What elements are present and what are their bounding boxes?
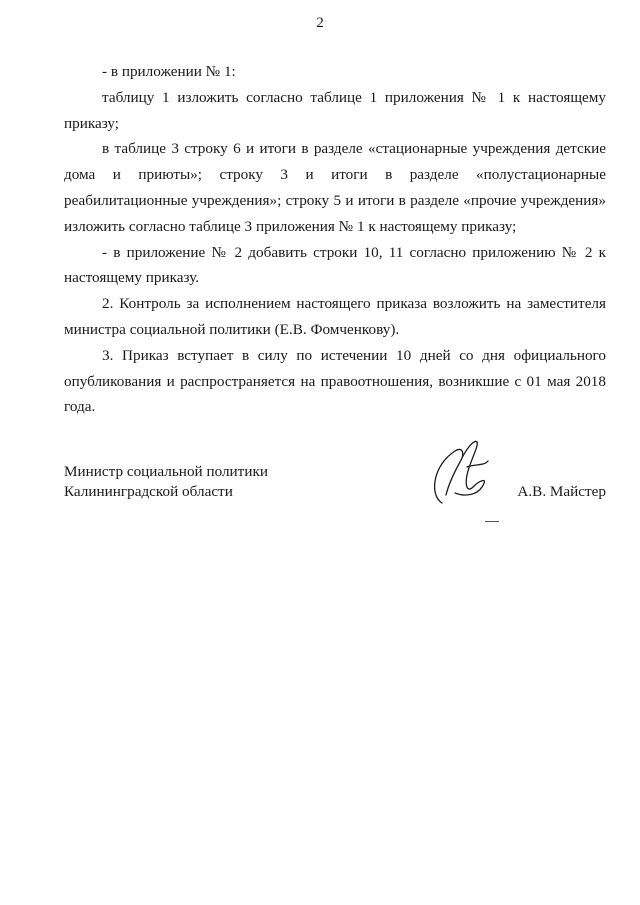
paragraph-control: 2. Контроль за исполнением настоящего приказа возложить на заместителя министра социальной политики (Е.В. Фомченкову). [64, 295, 606, 338]
paragraph-appendix-1-intro: - в приложении № 1: [102, 63, 236, 80]
paragraph-table-1: таблицу 1 изложить согласно таблице 1 приложения № 1 к настоящему приказу; [64, 88, 606, 132]
page-number: 2 [316, 14, 324, 31]
paragraph-effective-date: 3. Приказ вступает в силу по истечении 10 дней со дня официального опубликования и распространяется на правоотношения, возникшие с 01 мая 2018 года. [64, 346, 606, 416]
document-body [64, 59, 606, 420]
signatory-name: А.В. Майстер [517, 483, 606, 500]
handwritten-signature [415, 437, 505, 505]
signatory-position-line-2: Калининградской области [64, 483, 233, 500]
scan-artifact [485, 521, 499, 522]
signatory-position-line-1: Министр социальной политики [64, 463, 268, 480]
paragraph-table-3: в таблице 3 строку 6 и итоги в разделе «стационарные учреждения детские дома и приюты»; строку 3 и итоги в разделе «полустационарные реабилитационные учреждения»; строку 5 и итоги в разделе «прочие учреждения» изложить согласно таблице 3 приложения № 1 к настоящему приказу; [64, 140, 606, 235]
signatory-position [64, 462, 268, 502]
paragraph-appendix-2: - в приложение № 2 добавить строки 10, 11 согласно приложению № 2 к настоящему приказу. [64, 243, 606, 287]
